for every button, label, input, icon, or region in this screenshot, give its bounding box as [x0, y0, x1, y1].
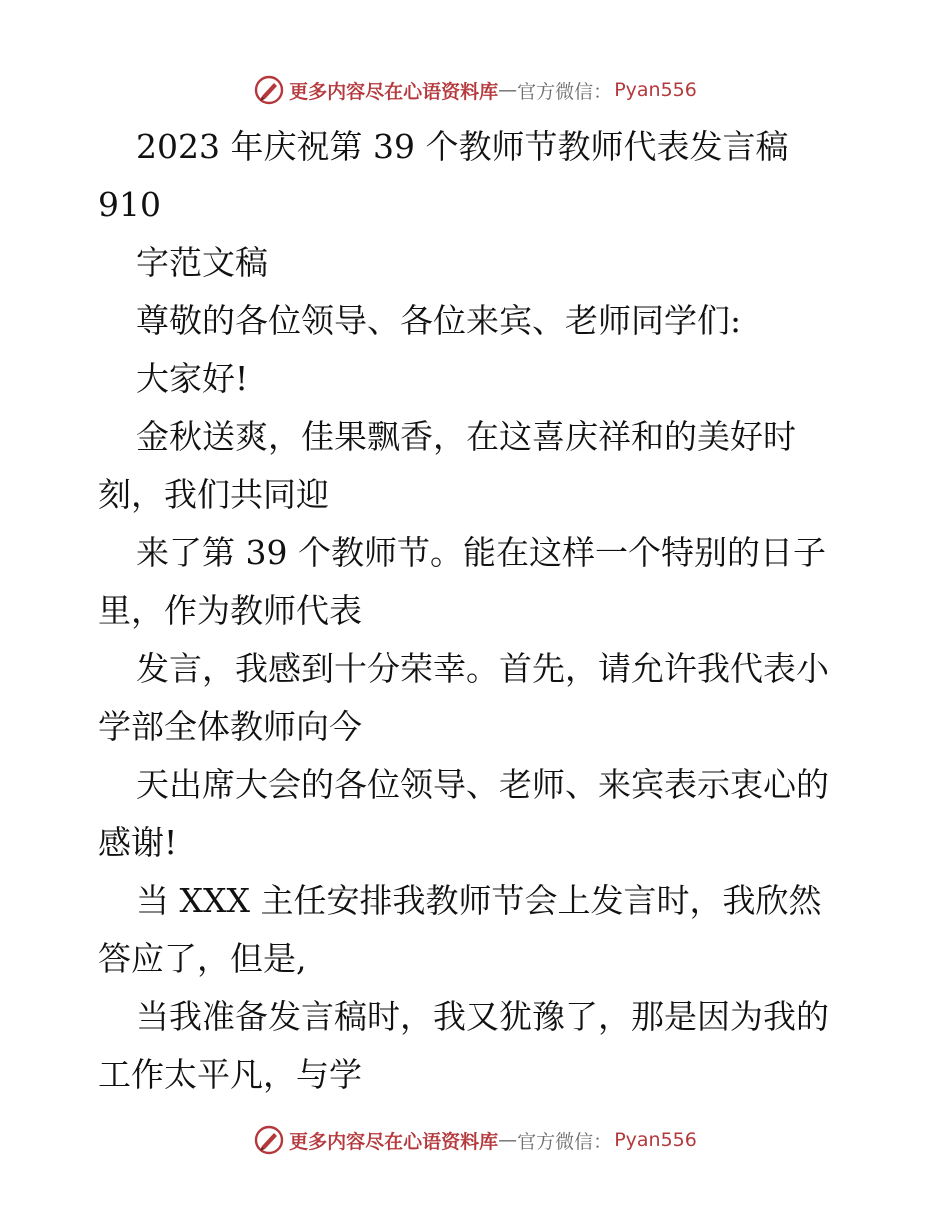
paragraph-line: 工作太平凡，与学 [98, 1055, 362, 1094]
paragraph-line: 当我准备发言稿时，我又犹豫了，那是因为我的 [136, 997, 829, 1036]
watermark-dash: — [498, 79, 518, 101]
header-watermark [0, 70, 950, 110]
watermark-brand: 更多内容尽在心语资料库 [289, 80, 499, 103]
pen-logo-icon [253, 74, 285, 106]
pen-logo-icon [253, 1124, 285, 1156]
watermark-wechat-label: 官方微信： [517, 80, 613, 103]
doc-subtitle-line: 字范文稿 [136, 243, 268, 282]
watermark-wechat-id: Pyan556 [614, 1129, 697, 1151]
paragraph-line: 来了第 39 个教师节。能在这样一个特别的日子 [136, 533, 826, 572]
salutation-line: 尊敬的各位领导、各位来宾、老师同学们: [136, 301, 742, 340]
watermark-wechat-id: Pyan556 [614, 79, 697, 101]
greeting-line: 大家好! [136, 359, 249, 398]
paragraph-line: 刻，我们共同迎 [98, 475, 329, 514]
paragraph-line: 金秋送爽，佳果飘香，在这喜庆祥和的美好时 [136, 417, 796, 456]
doc-title-line: 2023 年庆祝第 39 个教师节教师代表发言稿 [136, 127, 789, 166]
watermark-dash: — [498, 1129, 518, 1151]
paragraph-line: 感谢! [98, 823, 178, 862]
doc-title-line-cont: 910 [98, 185, 161, 224]
watermark-brand: 更多内容尽在心语资料库 [289, 1130, 499, 1153]
watermark-wechat-label: 官方微信： [517, 1130, 613, 1153]
paragraph-line: 里，作为教师代表 [98, 591, 362, 630]
paragraph-line: 发言，我感到十分荣幸。首先，请允许我代表小 [136, 649, 829, 688]
paragraph-line: 天出席大会的各位领导、老师、来宾表示衷心的 [136, 765, 829, 804]
paragraph-line: 学部全体教师向今 [98, 707, 362, 746]
paragraph-line: 当 XXX 主任安排我教师节会上发言时，我欣然 [136, 881, 822, 920]
paragraph-line: 答应了，但是, [98, 939, 307, 978]
footer-watermark [0, 1120, 950, 1160]
document-body [98, 118, 858, 1104]
